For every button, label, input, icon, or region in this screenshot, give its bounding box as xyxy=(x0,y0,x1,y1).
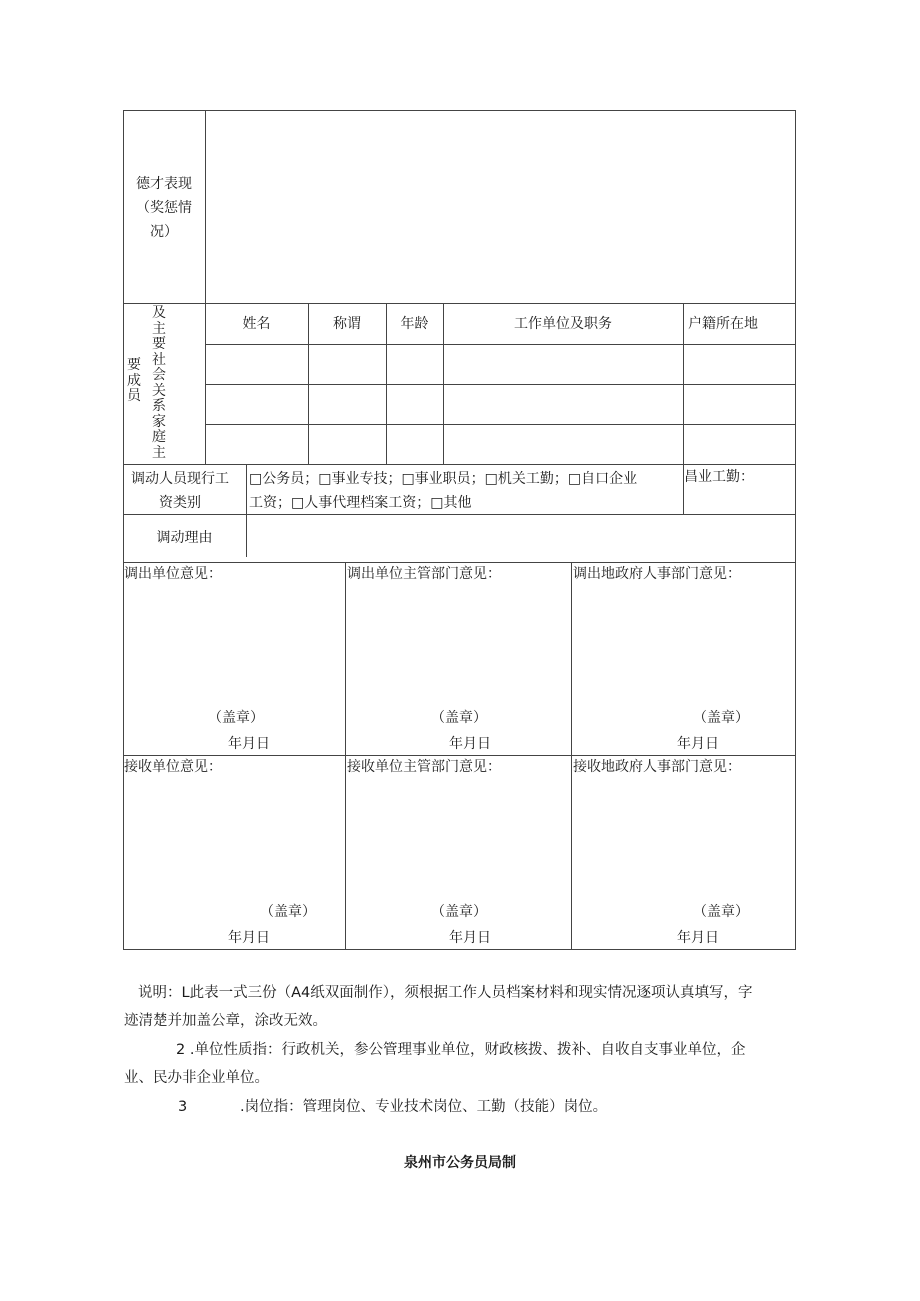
out-dept-opinion-label: 调出单位主管部门意见： xyxy=(347,566,501,582)
row-divider xyxy=(123,464,796,465)
date-text: 年月日 xyxy=(228,736,270,752)
notes-line-1: 说明：L此表一式三份（A4纸双面制作），须根据工作人员档案材料和现实情况逐项认真填写，字 xyxy=(138,985,753,1001)
out-unit-opinion-label: 调出单位意见： xyxy=(124,566,222,582)
table-border-bottom xyxy=(123,949,796,950)
out-gov-opinion-label: 调出地政府人事部门意见： xyxy=(573,566,741,582)
family-side-label-left: 要 成 员 xyxy=(127,357,141,404)
notes-line-5-number: 3 xyxy=(178,1099,188,1115)
family-header-name: 姓名 xyxy=(242,316,271,332)
salary-options-line1[interactable]: □公务员；□事业专技；□事业职员；□机关工勤；□自口企业 xyxy=(249,471,638,487)
issuer-footer: 泉州市公务员局制 xyxy=(404,1155,516,1171)
seal-text: （盖章） xyxy=(693,710,749,726)
seal-text: （盖章） xyxy=(693,904,749,920)
salary-options-line2[interactable]: 工资；□人事代理档案工资；□其他 xyxy=(249,495,472,511)
opinion-row-line xyxy=(123,755,796,756)
notes-line-3: 2 .单位性质指：行政机关，参公管理事业单位，财政核拨、拨补、自收自支事业单位，企 xyxy=(176,1042,746,1058)
reason-input[interactable] xyxy=(247,515,794,557)
seal-text: （盖章） xyxy=(260,904,316,920)
family-header-age: 年龄 xyxy=(400,316,429,332)
family-row-line xyxy=(205,424,796,425)
merit-label-2: （奖惩情 xyxy=(136,200,192,216)
notes-line-5: .岗位指：管理岗位、专业技术岗位、工勤（技能）岗位。 xyxy=(240,1099,608,1115)
opinion-col-line xyxy=(571,562,572,950)
family-side-label-right: 及 主 要 社 会 关 系 家 庭 主 xyxy=(152,305,166,461)
merit-input-area[interactable] xyxy=(206,111,794,303)
family-row-line xyxy=(205,344,796,345)
salary-label-line2: 资类别 xyxy=(159,495,201,511)
family-header-relation: 称谓 xyxy=(333,316,361,332)
salary-label-line1: 调动人员现行工 xyxy=(131,471,229,487)
notes-line-2: 迹清楚并加盖公章，涂改无效。 xyxy=(124,1013,327,1029)
row-divider xyxy=(123,562,796,563)
family-header-hukou: 户籍所在地 xyxy=(688,316,758,332)
table-border-right xyxy=(795,110,796,950)
reason-label: 调动理由 xyxy=(156,530,213,546)
merit-label-3: 况） xyxy=(150,224,178,240)
in-gov-opinion-label: 接收地政府人事部门意见： xyxy=(573,759,741,775)
seal-text: （盖章） xyxy=(431,710,487,726)
opinion-col-line xyxy=(345,562,346,950)
family-header-employer: 工作单位及职务 xyxy=(514,316,612,332)
date-text: 年月日 xyxy=(228,930,270,946)
merit-label-1: 德才表现 xyxy=(136,176,192,192)
date-text: 年月日 xyxy=(449,930,491,946)
row-divider xyxy=(123,303,796,304)
family-row-line xyxy=(205,384,796,385)
date-text: 年月日 xyxy=(449,736,491,752)
salary-extra-text: 昌业工勤： xyxy=(684,469,754,485)
notes-line-4: 业、民办非企业单位。 xyxy=(124,1070,269,1086)
in-dept-opinion-label: 接收单位主管部门意见： xyxy=(347,759,501,775)
seal-text: （盖章） xyxy=(431,904,487,920)
seal-text: （盖章） xyxy=(208,710,264,726)
date-text: 年月日 xyxy=(677,930,719,946)
transfer-form-table xyxy=(123,110,796,950)
in-unit-opinion-label: 接收单位意见： xyxy=(124,759,222,775)
date-text: 年月日 xyxy=(677,736,719,752)
